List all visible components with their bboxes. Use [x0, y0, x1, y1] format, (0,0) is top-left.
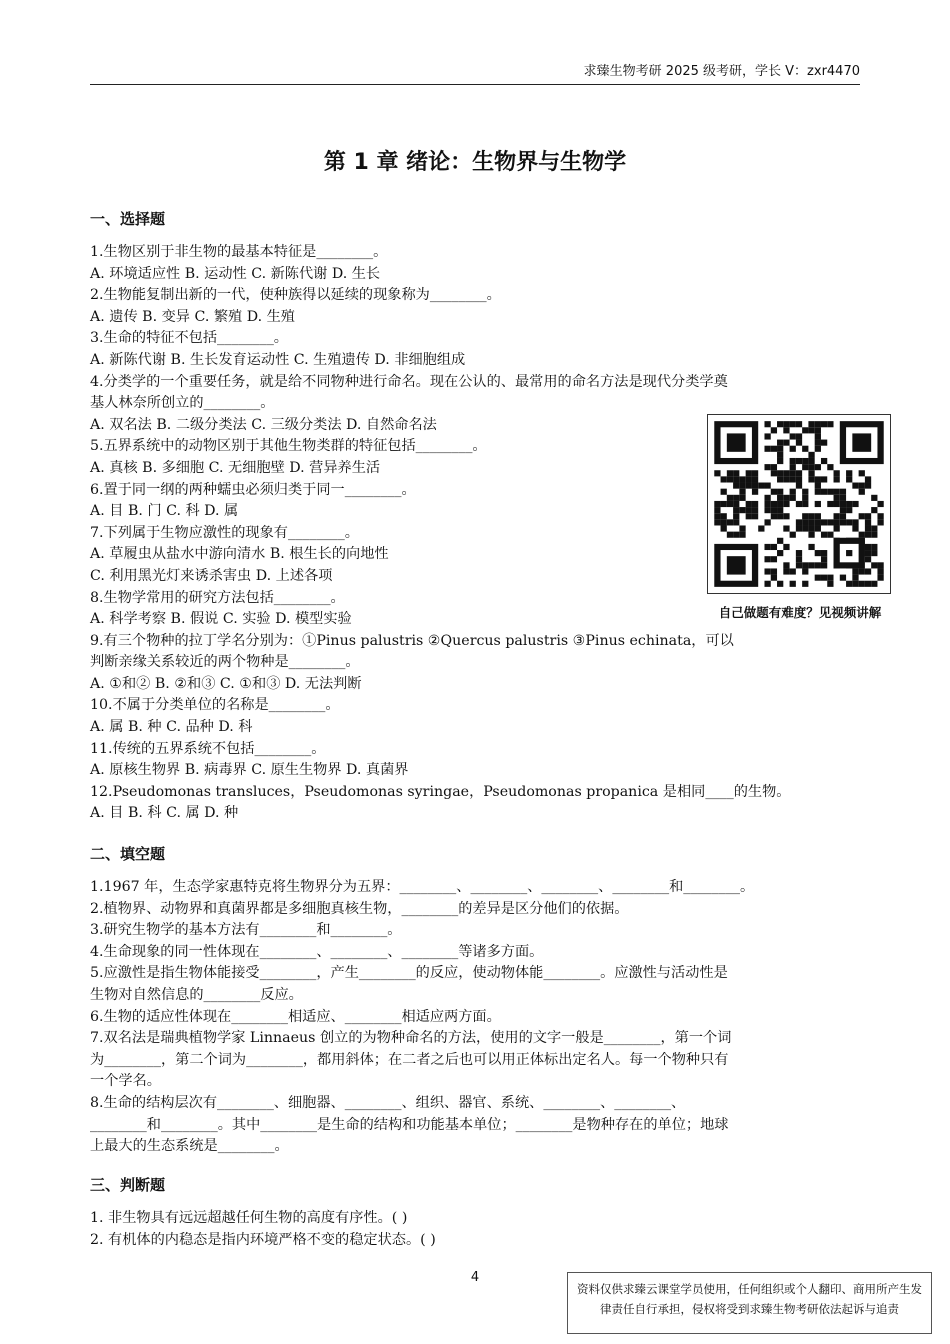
- question-line: A. 目 B. 门 C. 科 D. 属: [90, 503, 239, 520]
- question-line: 上最大的生态系统是________。: [90, 1138, 289, 1155]
- question-line: 2.生物能复制出新的一代，使种族得以延续的现象称为________。: [90, 287, 501, 304]
- question-line: 2. 有机体的内稳态是指内环境严格不变的稳定状态。( ): [90, 1231, 436, 1248]
- question-line: 为________，第二个词为________，都用斜体；在二者之后也可以用正体标出定名人。每一个物种只有: [90, 1051, 729, 1068]
- question-line: 5.五界系统中的动物区别于其他生物类群的特征包括________。: [90, 438, 487, 455]
- question-line: A. 科学考察 B. 假说 C. 实验 D. 模型实验: [90, 611, 352, 628]
- question-line: 5.应激性是指生物体能接受________，产生________的反应，使动物体能________。应激性与活动性是: [90, 965, 728, 982]
- question-line: 12.Pseudomonas transluces，Pseudomonas syringae，Pseudomonas propanica 是相同____的生物。: [90, 783, 791, 800]
- question-line: A. 双名法 B. 二级分类法 C. 三级分类法 D. 自然命名法: [90, 416, 437, 433]
- chapter-title: 第 1 章 绪论：生物界与生物学: [323, 150, 627, 175]
- question-line: 11.传统的五界系统不包括________。: [90, 740, 326, 757]
- question-line: 6.置于同一纲的两种蠕虫必须归类于同一________。: [90, 481, 416, 498]
- section-fill-heading: 二、填空题: [90, 845, 166, 863]
- section-choice-heading: 一、选择题: [90, 210, 166, 228]
- question-line: A. 目 B. 科 C. 属 D. 种: [90, 805, 239, 822]
- question-line: 9.有三个物种的拉丁学名分别为：①Pinus palustris ②Quercus palustris ③Pinus echinata，可以: [90, 632, 734, 649]
- question-line: 3.生命的特征不包括________。: [90, 330, 288, 347]
- question-line: A. 属 B. 种 C. 品种 D. 科: [90, 719, 253, 736]
- question-line: 10.不属于分类单位的名称是________。: [90, 697, 340, 714]
- question-line: 7.双名法是瑞典植物学家 Linnaeus 创立的为物种命名的方法，使用的文字一般是________，第一个词: [90, 1030, 732, 1047]
- qr-code[interactable]: [707, 414, 891, 594]
- question-line: 4.生命现象的同一性体现在________、________、________等诸多方面。: [90, 943, 544, 960]
- question-line: A. 草履虫从盐水中游向清水 B. 根生长的向地性: [90, 546, 389, 563]
- question-line: A. 遗传 B. 变异 C. 繁殖 D. 生殖: [90, 308, 295, 325]
- question-line: 3.研究生物学的基本方法有________和________。: [90, 922, 402, 939]
- question-line: 1. 非生物具有远远超越任何生物的高度有序性。( ): [90, 1210, 408, 1226]
- fill-questions: [90, 877, 862, 1158]
- question-line: ________和________。其中________是生命的结构和功能基本单位；________是物种存在的单位；地球: [90, 1116, 729, 1133]
- question-line: A. 真核 B. 多细胞 C. 无细胞壁 D. 营异养生活: [90, 459, 381, 476]
- question-line: A. 新陈代谢 B. 生长发育运动性 C. 生殖遗传 D. 非细胞组成: [90, 351, 466, 368]
- question-line: 2.植物界、动物界和真菌界都是多细胞真核生物，________的差异是区分他们的依据。: [90, 900, 629, 917]
- question-line: 6.生物的适应性体现在________相适应、________相适应两方面。: [90, 1008, 501, 1025]
- question-line: A. 环境适应性 B. 运动性 C. 新陈代谢 D. 生长: [90, 265, 381, 282]
- question-line: C. 利用黑光灯来诱杀害虫 D. 上述各项: [90, 567, 333, 584]
- question-line: 8.生命的结构层次有________、细胞器、________、组织、器官、系统、________、________、: [90, 1094, 686, 1111]
- qr-code-image: [708, 415, 890, 593]
- question-line: 7.下列属于生物应激性的现象有________。: [90, 524, 359, 541]
- question-line: 判断亲缘关系较近的两个物种是________。: [90, 654, 360, 671]
- question-line: 生物对自然信息的________反应。: [90, 986, 303, 1003]
- section-judge-heading: 三、判断题: [90, 1176, 166, 1194]
- judge-questions: [90, 1208, 862, 1251]
- question-line: 1.生物区别于非生物的最基本特征是________。: [90, 244, 388, 260]
- copyright-note: 资料仅供求臻云课堂学员使用，任何组织或个人翻印、商用所产生发律责任自行承担，侵权将受到求臻生物考研依法起诉与追责: [567, 1272, 932, 1334]
- question-line: 8.生物学常用的研究方法包括________。: [90, 589, 345, 606]
- question-line: 一个学名。: [90, 1073, 161, 1090]
- question-line: 1.1967 年，生态学家惠特克将生物界分为五界：________、________、________、________和________。: [90, 879, 755, 895]
- question-line: A. 原核生物界 B. 病毒界 C. 原生生物界 D. 真菌界: [90, 762, 409, 779]
- page-header: 求臻生物考研 2025 级考研，学长 V：zxr4470: [90, 62, 860, 85]
- question-line: A. ①和② B. ②和③ C. ①和③ D. 无法判断: [90, 675, 362, 692]
- question-line: 4.分类学的一个重要任务，就是给不同物种进行命名。现在公认的、最常用的命名方法是现代分类学奠: [90, 373, 728, 390]
- page-number: 4: [470, 1270, 480, 1285]
- qr-caption: 自己做题有难度？见视频讲解: [718, 605, 882, 620]
- question-line: 基人林奈所创立的________。: [90, 395, 275, 412]
